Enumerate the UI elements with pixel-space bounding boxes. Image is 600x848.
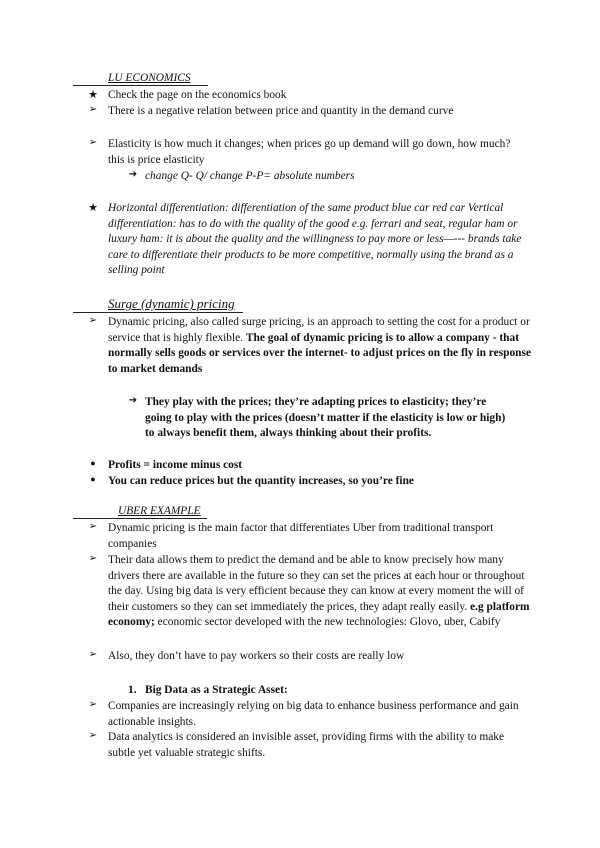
lu-sub-bullet: change Q- Q/ change P-P= absolute numbers <box>145 170 355 182</box>
uber-bullet-2-plain: Their data allows them to predict the demand and be able to know precisely how many drivers there are available in the future so they can set the prices at each hour or throughout the day. Using big data is very efficient because they can know at every moment the will of their customers so they can set immediately the prices, they adapt really easily. <box>108 554 525 613</box>
surge-paragraph <box>108 315 532 377</box>
arrow-icon: ➔ <box>128 395 138 406</box>
uber-bullet-2-bold: e.g platform economy; <box>108 600 530 628</box>
arrowhead-icon: ➢ <box>88 315 98 326</box>
arrowhead-icon: ➢ <box>88 699 98 710</box>
section-heading-uber-example: UBER EXAMPLE <box>118 505 201 517</box>
uber-bullet-2 <box>108 553 532 631</box>
uber-bullet-1: Dynamic pricing is the main factor that differentiates Uber from traditional transport companies <box>108 522 494 550</box>
surge-dot-1: Profits = income minus cost <box>108 459 243 471</box>
star-icon: ★ <box>88 89 98 101</box>
lu-bullet-3: Elasticity is how much it changes; when prices go up demand will go down, how much? this is price elasticity <box>108 138 511 166</box>
arrowhead-icon: ➢ <box>88 137 98 148</box>
surge-paragraph-plain: Dynamic pricing, also called surge pricing, is an approach to setting the cost for a product or service that is highly flexible. <box>108 316 530 344</box>
uber-bullet-2-tail: economic sector developed with the new technologies: Glovo, uber, Cabify <box>154 616 501 628</box>
heading-rule <box>73 518 207 519</box>
lu-bullet-4: Horizontal differentiation: differentiation of the same product blue car red car Vertical differentiation: has to do with the quality of the good e.g. ferrari and seat, regular ham or luxury ham: it is about the quality and the willingness to pay more or less—--- brands take care to differentiate their products to be more competitive, normally using the brand as a selling point <box>108 202 522 276</box>
heading-rule <box>73 312 243 313</box>
surge-sub-bullet: They play with the prices; they’re adapting prices to elasticity; they’re going to play with the prices (doesn’t matter if the elasticity is low or high) to always benefit them, always thinking about their profits. <box>145 396 506 439</box>
arrowhead-icon: ➢ <box>88 730 98 741</box>
arrow-icon: ➔ <box>128 169 138 180</box>
arrowhead-icon: ➢ <box>88 521 98 532</box>
surge-paragraph-bold: The goal of dynamic pricing is to allow a company - that normally sells goods or services over the internet- to adjust prices on the fly in response to market demands <box>108 331 531 375</box>
bigdata-bullet-2: Data analytics is considered an invisible asset, providing firms with the ability to make subtle yet valuable strategic shifts. <box>108 731 505 759</box>
numbered-heading-number: 1. <box>128 684 137 696</box>
bigdata-bullet-1: Companies are increasingly relying on big data to enhance business performance and gain actionable insights. <box>108 700 519 728</box>
section-heading-surge-pricing: Surge (dynamic) pricing <box>108 296 235 311</box>
arrowhead-icon: ➢ <box>88 649 98 660</box>
numbered-heading-title: Big Data as a Strategic Asset: <box>145 684 288 696</box>
lu-bullet-2: There is a negative relation between price and quantity in the demand curve <box>108 105 454 117</box>
section-heading-lu-economics: LU ECONOMICS <box>108 72 191 84</box>
heading-rule <box>73 85 208 86</box>
dot-icon: ● <box>90 458 96 468</box>
surge-dot-2: You can reduce prices but the quantity increases, so you’re fine <box>108 475 414 487</box>
arrowhead-icon: ➢ <box>88 104 98 115</box>
uber-bullet-3: Also, they don’t have to pay workers so their costs are really low <box>108 650 405 662</box>
dot-icon: ● <box>90 474 96 484</box>
arrowhead-icon: ➢ <box>88 553 98 564</box>
star-icon: ★ <box>88 202 98 214</box>
lu-bullet-1: Check the page on the economics book <box>108 89 287 101</box>
